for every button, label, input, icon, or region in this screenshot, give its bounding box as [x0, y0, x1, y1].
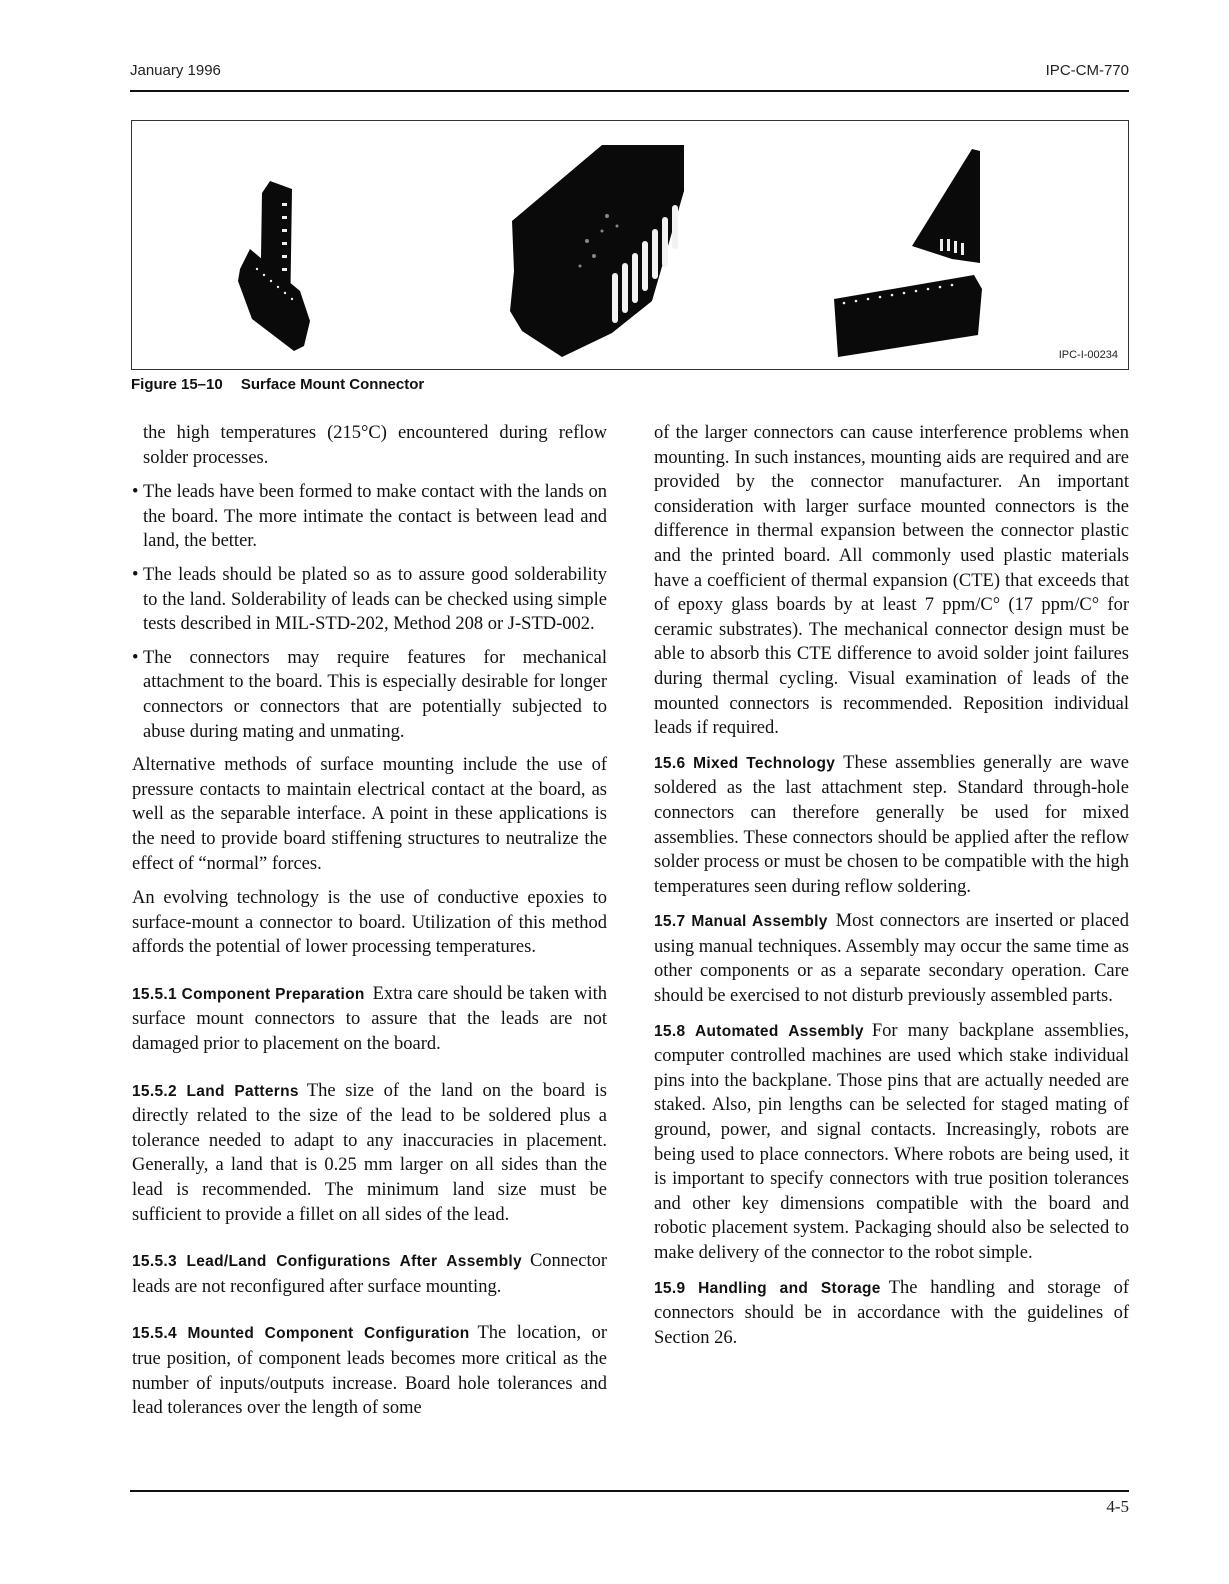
page-number: 4-5 [1106, 1497, 1129, 1516]
connector-small-bottom [834, 275, 982, 357]
section-heading: 15.5.1 Component Preparation [132, 985, 365, 1003]
bullet-dot-icon: • [132, 482, 139, 503]
figure-image-id: IPC-I-00234 [1058, 349, 1118, 361]
section-body: The location, or true position, of component leads becomes more critical as the number of inputs/outputs increase. Board hole tolerances and lead tolerances over the length of some [132, 1323, 607, 1419]
figure-caption-title: Surface Mount Connector [240, 376, 425, 393]
header-doc-id: IPC-CM-770 [1045, 62, 1129, 79]
section-15-5-3 [132, 1249, 607, 1299]
section-body: Extra care should be taken with surface mount connectors to assure that the leads are not damaged prior to placement on the board. [132, 983, 608, 1055]
figure-surface-mount-connector [131, 120, 1129, 370]
section-heading: 15.5.3 Lead/Land Configurations After Assembly [132, 1253, 522, 1271]
header-rule [130, 90, 1129, 92]
paragraph: An evolving technology is the use of conductive epoxies to surface-mount a connector to board. Utilization of this method affords the potential of lower processing temperatures. [132, 888, 607, 958]
paragraph-continuation: of the larger connectors can cause interference problems when mounting. In such instances, mounting aids are required and are provided by the connector manufacturer. An important consideration with larger surface mounted connectors is the difference in thermal expansion between the connector plastic and the printed board. All commonly used plastic materials have a coefficient of thermal expansion (CTE) that exceeds that of epoxy glass boards by at least 7 ppm/C° (17 ppm/C° for ceramic substrates). The mechanical connector design must be able to absorb this CTE difference to avoid solder joint failures during thermal cycling. Visual examination of leads of the mounted connectors is recommended. Reposition individual leads if required. [654, 423, 1129, 739]
bullet-continuation: the high temperatures (215°C) encountered during reflow solder processes. [143, 423, 607, 468]
section-heading: 15.8 Automated Assembly [654, 1022, 864, 1040]
section-body: The size of the land on the board is directly related to the size of the lead to be soldered plus a tolerance needed to adapt to any inaccuracies in placement. Generally, a land that is 0.25 mm larger on all sides than the lead is recommended. The minimum land size must be sufficient to provide a fillet on all sides of the lead. [132, 1080, 607, 1225]
connector-photo-icon [132, 121, 1128, 369]
bullet-dot-icon: • [132, 564, 139, 585]
connector-small-top [912, 149, 980, 263]
figure-caption [131, 376, 424, 393]
section-heading: 15.9 Handling and Storage [654, 1279, 881, 1297]
section-15-5-2 [132, 1079, 607, 1228]
section-body: Most connectors are inserted or placed using manual techniques. Assembly may occur the same time as other components or as a separate secondary operation. Care should be exercised to not disturb previously assembled parts. [654, 911, 1129, 1007]
section-15-5-1 [132, 982, 607, 1057]
bullet-item [132, 480, 607, 554]
section-body: These assemblies generally are wave soldered as the last attachment step. Standard through-hole connectors can therefore generally be used for mixed assemblies. These connectors should be applied after the reflow solder process or must be chosen to be compatible with the high temperatures seen during reflow soldering. [654, 752, 1129, 897]
section-15-5-4 [132, 1321, 607, 1420]
section-heading: 15.5.4 Mounted Component Configuration [132, 1325, 470, 1343]
bullet-dot-icon: • [132, 647, 139, 668]
bullet-text: The leads have been formed to make contact with the lands on the board. The more intimate the contact is between lead and land, the better. [143, 482, 607, 552]
footer-rule [130, 1490, 1129, 1492]
section-heading: 15.5.2 Land Patterns [132, 1082, 299, 1100]
bullet-item [132, 563, 607, 637]
section-heading: 15.6 Mixed Technology [654, 754, 836, 772]
running-header [130, 62, 1129, 82]
right-column [654, 421, 1129, 1360]
section-body: The handling and storage of connectors should be in accordance with the guidelines of Section 26. [654, 1277, 1130, 1348]
connector-large [510, 145, 684, 357]
paragraph: Alternative methods of surface mounting include the use of pressure contacts to maintain electrical contact at the board, as well as the separable interface. A point in these applications is the need to provide board stiffening structures to neutralize the effect of “normal” forces. [132, 755, 607, 874]
figure-caption-number: Figure 15–10 [131, 376, 223, 393]
section-15-8 [654, 1019, 1129, 1266]
section-15-6 [654, 751, 1129, 900]
bullet-item [132, 646, 607, 744]
section-15-7 [654, 909, 1129, 1008]
bullet-text: The connectors may require features for mechanical attachment to the board. This is especially desirable for longer connectors or connectors that are potentially subjected to abuse during mating and unmating. [143, 647, 607, 742]
section-body: For many backplane assemblies, computer controlled machines are used which stake individual pins into the backplane. Those pins that are actually needed are staked. Also, pin lengths can be selected for staged mating of ground, power, and signal contacts. Increasingly, robots are being used to place connectors. Where robots are being used, it is important to specify connectors with true position tolerances and other key dimensions compatible with the board and robotic placement system. Packaging should also be selected to make delivery of the connector to the robot simple. [654, 1020, 1129, 1263]
left-column [132, 421, 607, 1431]
header-date: January 1996 [130, 62, 221, 79]
section-body: Connector leads are not reconfigured after surface mounting. [132, 1251, 607, 1297]
bullet-text: The leads should be plated so as to assure good solderability to the land. Solderability of leads can be checked using simple tests described in MIL-STD-202, Method 208 or J-STD-002. [143, 564, 607, 635]
section-heading: 15.7 Manual Assembly [654, 913, 828, 931]
section-15-9 [654, 1276, 1129, 1351]
